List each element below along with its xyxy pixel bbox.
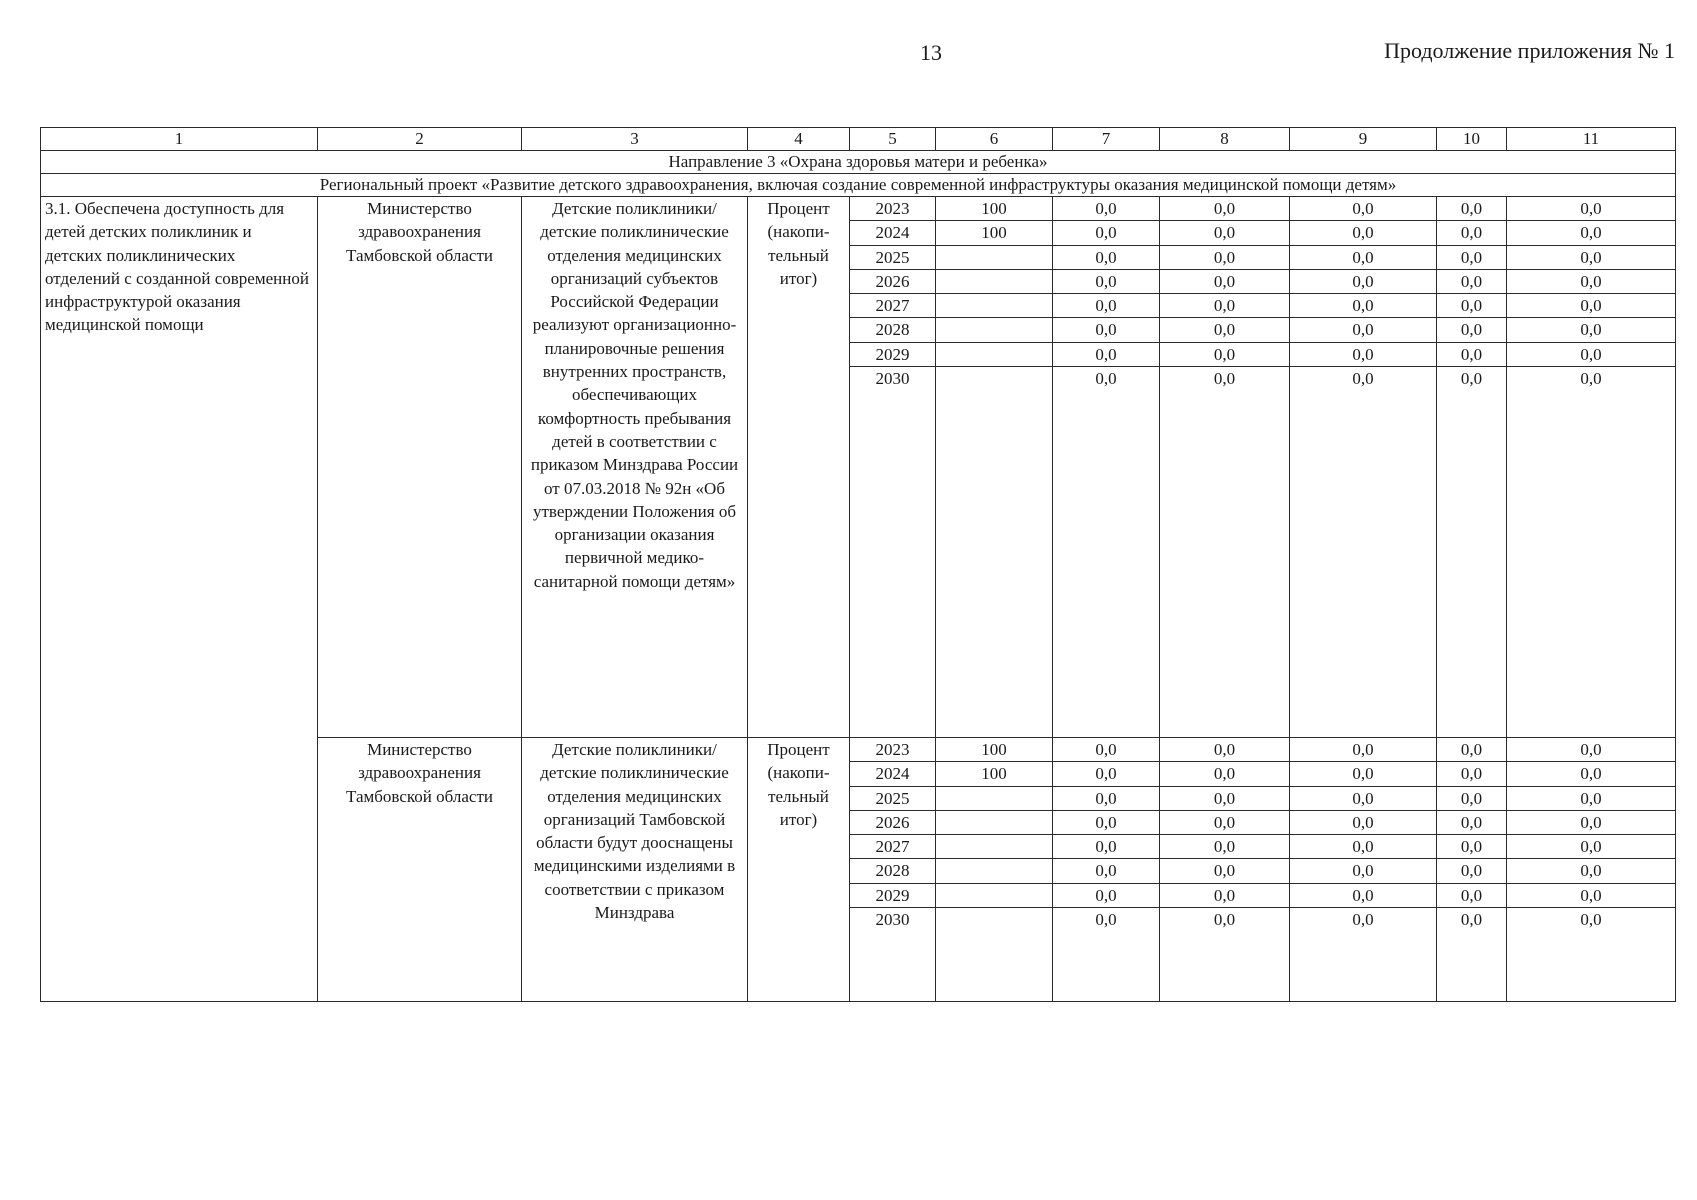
column-number: 3 <box>522 128 748 151</box>
value-cell: 0,0 <box>1053 859 1159 883</box>
year-cell: 2026 <box>850 810 935 834</box>
value-cell: 0,0 <box>1437 221 1506 245</box>
column-number: 6 <box>936 128 1053 151</box>
year-cell: 2027 <box>850 294 935 318</box>
value-cell: 0,0 <box>1507 835 1675 859</box>
value-cell <box>936 786 1052 810</box>
value-cell: 0,0 <box>1160 245 1289 269</box>
value-cell: 0,0 <box>1160 835 1289 859</box>
value-cell <box>936 245 1052 269</box>
value-cell: 0,0 <box>1437 197 1506 221</box>
value-cell: 0,0 <box>1053 294 1159 318</box>
value-cell <box>936 908 1052 932</box>
year-cell: 2023 <box>850 738 935 762</box>
unit-of-measure: Процент (накопи-тельный итог) <box>748 738 850 1002</box>
value-column-7 <box>1053 738 1160 1002</box>
value-cell: 0,0 <box>1507 269 1675 293</box>
value-cell: 0,0 <box>1290 762 1436 786</box>
year-cell: 2025 <box>850 786 935 810</box>
indicator-description: Детские поликлиники/детские поликлинические отделения медицинских организаций субъектов Российской Федерации реализуют организационно-планировочные решения внутренних пространств, обеспечивающих комфортность пребывания детей в соответствии с приказом Минздрава России от 07.03.2018 № 92н «Об утверждении Положения об организации оказания первичной медико-санитарной помощи детям» <box>522 197 748 738</box>
column-number: 8 <box>1160 128 1290 151</box>
value-cell: 0,0 <box>1352 910 1374 930</box>
value-column-10 <box>1437 197 1507 738</box>
value-cell: 0,0 <box>1160 294 1289 318</box>
value-cell: 0,0 <box>1160 859 1289 883</box>
value-cell: 0,0 <box>1053 835 1159 859</box>
value-cell: 0,0 <box>1460 910 1483 930</box>
value-cell: 100 <box>936 221 1052 245</box>
value-cell: 0,0 <box>1160 786 1289 810</box>
value-cell: 0,0 <box>1290 738 1436 762</box>
value-cell: 0,0 <box>1160 342 1289 366</box>
value-cell: 0,0 <box>1160 883 1289 907</box>
value-cell: 0,0 <box>1437 245 1506 269</box>
value-cell: 0,0 <box>1053 269 1159 293</box>
value-column-9 <box>1290 197 1437 738</box>
value-cell: 0,0 <box>1437 810 1506 834</box>
value-cell: 0,0 <box>1053 197 1159 221</box>
value-cell: 0,0 <box>1507 762 1675 786</box>
value-column-6 <box>936 197 1053 738</box>
value-cell: 0,0 <box>1437 786 1506 810</box>
year-cell: 2028 <box>850 318 935 342</box>
value-cell: 0,0 <box>1290 318 1436 342</box>
value-cell <box>936 342 1052 366</box>
value-cell: 0,0 <box>1580 910 1602 930</box>
value-cell: 0,0 <box>1160 738 1289 762</box>
value-cell: 0,0 <box>1437 294 1506 318</box>
value-cell <box>936 883 1052 907</box>
value-cell: 0,0 <box>1437 269 1506 293</box>
value-cell: 100 <box>936 197 1052 221</box>
value-cell: 0,0 <box>1053 738 1159 762</box>
value-cell <box>936 859 1052 883</box>
value-cell: 0,0 <box>1213 910 1236 930</box>
value-cell: 0,0 <box>1507 197 1675 221</box>
value-cell: 0,0 <box>1095 369 1117 389</box>
value-cell: 0,0 <box>1290 810 1436 834</box>
value-column-7 <box>1053 197 1160 738</box>
value-cell: 0,0 <box>1507 245 1675 269</box>
value-cell: 0,0 <box>1160 318 1289 342</box>
value-cell: 0,0 <box>1095 910 1117 930</box>
direction-title: Направление 3 «Охрана здоровья матери и ребенка» <box>41 151 1676 174</box>
year-cell: 2029 <box>850 883 935 907</box>
indicator-group-row <box>41 197 1676 738</box>
column-number: 7 <box>1053 128 1160 151</box>
appendix-continuation-label: Продолжение приложения № 1 <box>1384 38 1675 63</box>
year-cell: 2025 <box>850 245 935 269</box>
responsible-organization: Министерство здравоохранения Тамбовской области <box>318 197 522 738</box>
value-column-11 <box>1507 738 1676 1002</box>
value-cell: 0,0 <box>1290 786 1436 810</box>
value-cell <box>936 367 1052 391</box>
value-cell: 0,0 <box>1160 762 1289 786</box>
year-cell: 2026 <box>850 269 935 293</box>
value-cell: 0,0 <box>1160 269 1289 293</box>
value-cell: 0,0 <box>1290 269 1436 293</box>
value-cell: 0,0 <box>1290 197 1436 221</box>
year-cell: 2028 <box>850 859 935 883</box>
column-number: 2 <box>318 128 522 151</box>
value-cell: 0,0 <box>1437 762 1506 786</box>
value-column-6 <box>936 738 1053 1002</box>
value-cell: 0,0 <box>1290 883 1436 907</box>
value-column-11 <box>1507 197 1676 738</box>
value-cell: 100 <box>936 762 1052 786</box>
page-number: 13 <box>920 40 942 65</box>
column-number: 5 <box>850 128 936 151</box>
column-number: 9 <box>1290 128 1437 151</box>
value-cell: 0,0 <box>1507 221 1675 245</box>
value-column-9 <box>1290 738 1437 1002</box>
indicator-description: Детские поликлиники/детские поликлинические отделения медицинских организаций Тамбовской области будут дооснащены медицинскими изделиями в соответствии с приказом Минздрава <box>522 738 748 1002</box>
value-cell: 0,0 <box>1507 342 1675 366</box>
year-column <box>850 738 936 1002</box>
value-cell <box>936 835 1052 859</box>
column-number-row <box>41 128 1676 151</box>
value-cell: 0,0 <box>1507 859 1675 883</box>
value-cell: 0,0 <box>1053 786 1159 810</box>
value-cell: 0,0 <box>1290 835 1436 859</box>
indicators-table <box>40 127 1676 1002</box>
value-cell: 0,0 <box>1160 221 1289 245</box>
column-number: 4 <box>748 128 850 151</box>
column-number: 1 <box>41 128 318 151</box>
project-title: Региональный проект «Развитие детского здравоохранения, включая создание современной инфраструктуры оказания медицинской помощи детям» <box>41 174 1676 197</box>
value-cell: 0,0 <box>1580 369 1602 389</box>
year-column <box>850 197 936 738</box>
year-cell: 2024 <box>850 221 935 245</box>
value-cell: 0,0 <box>1290 342 1436 366</box>
value-cell: 0,0 <box>1290 294 1436 318</box>
value-cell: 0,0 <box>1437 738 1506 762</box>
column-number: 11 <box>1507 128 1676 151</box>
value-cell <box>936 269 1052 293</box>
year-cell: 2030 <box>875 369 910 389</box>
value-cell: 0,0 <box>1290 221 1436 245</box>
value-cell: 0,0 <box>1507 294 1675 318</box>
value-cell: 0,0 <box>1437 342 1506 366</box>
value-cell: 0,0 <box>1437 835 1506 859</box>
value-cell: 0,0 <box>1053 221 1159 245</box>
value-cell <box>936 294 1052 318</box>
value-cell: 0,0 <box>1290 859 1436 883</box>
value-cell: 0,0 <box>1053 762 1159 786</box>
column-number: 10 <box>1437 128 1507 151</box>
value-cell: 0,0 <box>1053 883 1159 907</box>
responsible-organization: Министерство здравоохранения Тамбовской области <box>318 738 522 1002</box>
value-cell: 0,0 <box>1290 245 1436 269</box>
value-cell <box>936 318 1052 342</box>
value-cell: 0,0 <box>1160 810 1289 834</box>
value-cell: 0,0 <box>1053 810 1159 834</box>
direction-row <box>41 151 1676 174</box>
project-row <box>41 174 1676 197</box>
value-cell: 0,0 <box>1053 342 1159 366</box>
value-cell: 0,0 <box>1053 318 1159 342</box>
value-column-8 <box>1160 197 1290 738</box>
value-cell: 0,0 <box>1507 318 1675 342</box>
year-cell: 2024 <box>850 762 935 786</box>
value-cell: 0,0 <box>1437 883 1506 907</box>
unit-of-measure: Процент (накопи-тельный итог) <box>748 197 850 738</box>
value-column-10 <box>1437 738 1507 1002</box>
value-cell: 0,0 <box>1160 197 1289 221</box>
result-description: 3.1. Обеспечена доступность для детей детских поликлиник и детских поликлинических отделений с созданной современной инфраструктурой оказания медицинской помощи <box>41 197 318 1002</box>
value-cell: 0,0 <box>1053 245 1159 269</box>
value-cell: 0,0 <box>1460 369 1483 389</box>
value-column-8 <box>1160 738 1290 1002</box>
value-cell <box>936 810 1052 834</box>
year-cell: 2029 <box>850 342 935 366</box>
value-cell: 0,0 <box>1507 883 1675 907</box>
value-cell: 0,0 <box>1437 859 1506 883</box>
value-cell: 0,0 <box>1437 318 1506 342</box>
value-cell: 0,0 <box>1507 810 1675 834</box>
value-cell: 100 <box>936 738 1052 762</box>
value-cell: 0,0 <box>1352 369 1374 389</box>
value-cell: 0,0 <box>1213 369 1236 389</box>
year-cell: 2030 <box>875 910 910 930</box>
value-cell: 0,0 <box>1507 786 1675 810</box>
year-cell: 2023 <box>850 197 935 221</box>
year-cell: 2027 <box>850 835 935 859</box>
value-cell: 0,0 <box>1507 738 1675 762</box>
